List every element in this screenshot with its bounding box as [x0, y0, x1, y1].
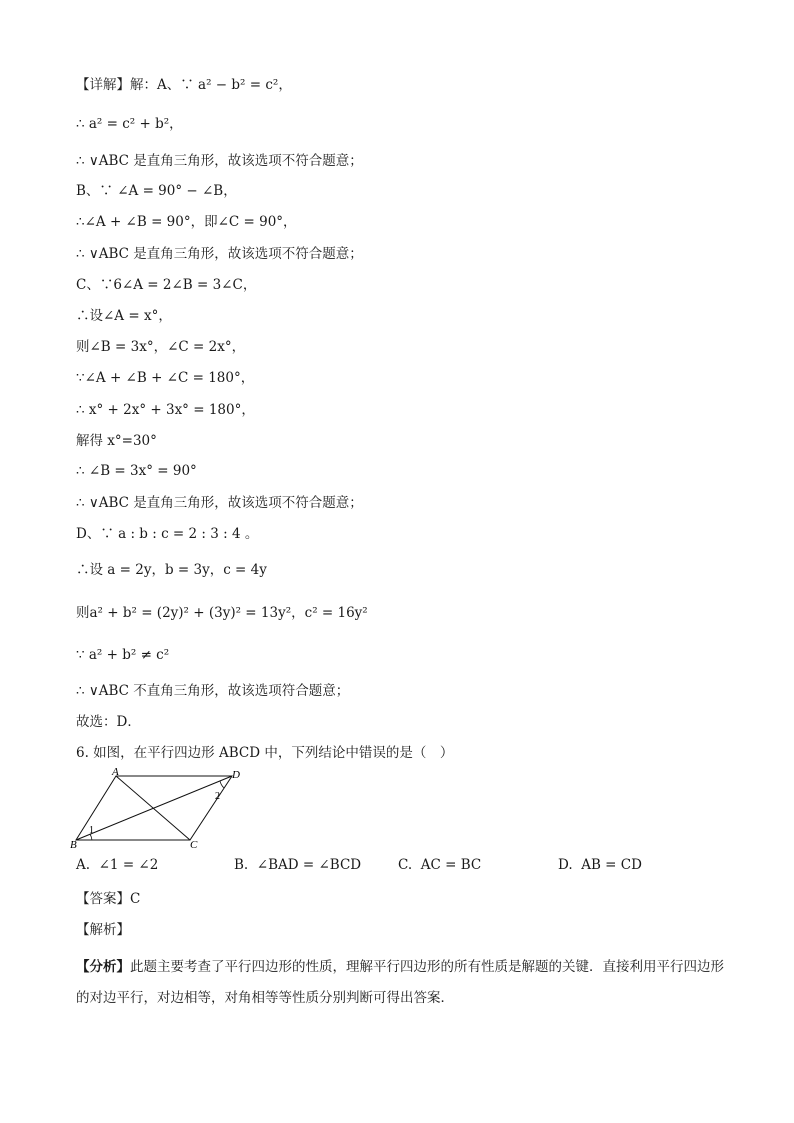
angle-2-label: 2: [215, 791, 220, 802]
analysis-paragraph: [76, 952, 726, 1014]
answer-line: 【答案】C: [76, 891, 141, 907]
solution-line: ∴ ∠B = 3x° = 90°: [76, 463, 197, 479]
solution-line: 故选：D．: [76, 714, 141, 730]
solution-line: ∴ x° + 2x° + 3x° = 180°，: [76, 402, 255, 418]
solution-line: 则a² + b² = (2y)² + (3y)² = 13y²，c² = 16y²: [76, 605, 368, 621]
vertex-d-label: D: [232, 769, 240, 781]
solution-line: ∴∠A + ∠B = 90°，即∠C = 90°，: [76, 214, 297, 230]
solution-line: 解得 x°=30°: [76, 433, 157, 449]
option-b: B. ∠BAD = ∠BCD: [234, 857, 362, 873]
solution-line: ∵∠A + ∠B + ∠C = 180°，: [76, 370, 255, 386]
solution-line: D、∵ a : b : c = 2 : 3 : 4 。: [76, 526, 259, 542]
solution-line: ∴ ∨ABC 是直角三角形，故该选项不符合题意；: [76, 495, 363, 511]
question-6: 6. 如图，在平行四边形 ABCD 中，下列结论中错误的是（ ）: [76, 745, 454, 761]
analysis-header: 【解析】: [76, 922, 130, 938]
solution-line: ∴ ∨ABC 是直角三角形，故该选项不符合题意；: [76, 153, 363, 169]
parallelogram-figure: [70, 768, 250, 848]
solution-line: ∴ ∨ABC 是直角三角形，故该选项不符合题意；: [76, 246, 363, 262]
solution-line: ∵ a² + b² ≠ c²: [76, 647, 170, 663]
option-a: A. ∠1 = ∠2: [76, 857, 159, 873]
analysis-tag: 【分析】: [76, 959, 130, 975]
analysis-text: 此题主要考查了平行四边形的性质，理解平行四边形的所有性质是解题的关键．直接利用平行四边形的对边平行，对边相等，对角相等等性质分别判断可得出答案．: [76, 959, 724, 1006]
solution-line: 则∠B = 3x°，∠C = 2x°，: [76, 339, 246, 355]
angle-2-arc: [220, 781, 224, 788]
solution-line: ∴设∠A = x°，: [76, 308, 172, 324]
option-d: D. AB = CD: [558, 857, 642, 873]
solution-line: ∴ a² = c² + b²，: [76, 116, 183, 132]
diagonal-bd: [76, 776, 232, 840]
vertex-a-label: A: [112, 768, 119, 778]
vertex-b-label: B: [70, 839, 77, 848]
solution-line: C、∵6∠A = 2∠B = 3∠C，: [76, 277, 257, 293]
vertex-c-label: C: [190, 839, 198, 848]
solution-line: ∴ ∨ABC 不直角三角形，故该选项符合题意；: [76, 683, 350, 699]
solution-line: B、∵ ∠A = 90° − ∠B，: [76, 183, 237, 199]
solution-line: 【详解】解：A、∵ a² − b² = c²，: [76, 77, 292, 93]
option-c: C. AC = BC: [398, 857, 482, 873]
angle-1-label: 1: [89, 825, 94, 836]
solution-line: ∴设 a = 2y，b = 3y，c = 4y: [76, 562, 267, 578]
